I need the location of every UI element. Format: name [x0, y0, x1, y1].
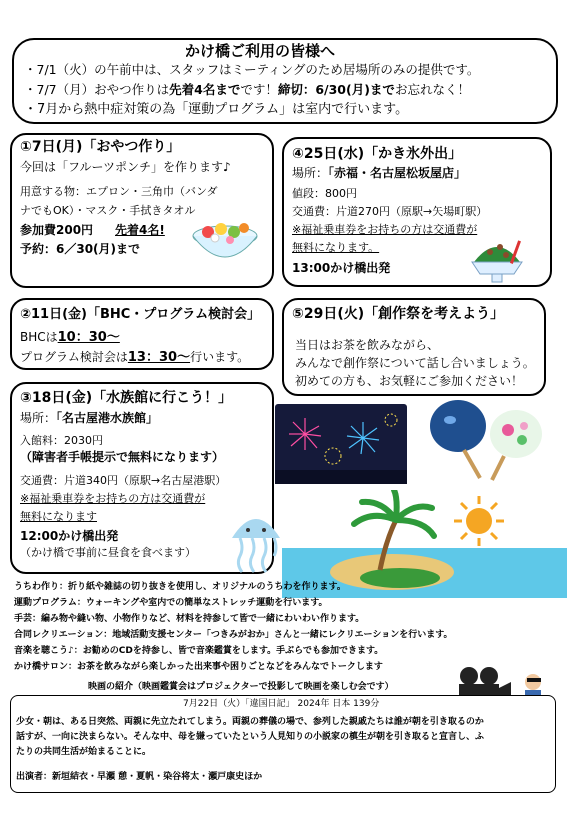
- event-3-place: [20, 412, 158, 424]
- activity-item: 合同レクリエーション：地域活動支援センター「つきみがおか」さんと一緒にレクリエーションを行います。: [14, 630, 453, 640]
- activity-item: うちわ作り：折り紙や雑誌の切り抜きを使用し、オリジナルのうちわを作ります。: [14, 582, 346, 592]
- event-2-title: ②11日(金)「BHC・プログラム検討会」: [20, 307, 261, 322]
- uchiwa-fan-icon: [420, 398, 550, 483]
- notice-line-2-c: です！: [240, 82, 278, 97]
- event-4-depart: 13:00かけ橋出発: [292, 261, 391, 275]
- event-2-bhc-label: BHCは: [20, 330, 58, 344]
- event-3-place-name: 「名古屋港水族館」: [56, 411, 159, 425]
- event-2-line-1: [20, 331, 120, 344]
- event-1-title: ①7日(月)「おやつ作り」: [20, 139, 181, 155]
- event-3-note-1: ※福祉乗車券をお持ちの方は交通費が: [20, 492, 206, 505]
- movie-heading: 映画の紹介（映画鑑賞会はプロジェクターで投影して映画を楽しむ会です）: [88, 682, 394, 692]
- notice-line-2-e: お忘れなく！: [394, 82, 470, 97]
- event-3-depart: 12:00かけ橋出発: [20, 529, 119, 543]
- event-1-line-1: 今回は「フルーツポンチ」を作ります♪: [20, 160, 231, 174]
- event-4-note-2: 無料になります。: [292, 241, 380, 254]
- event-3-fare: 交通費：片道340円（原駅→名古屋港駅）: [20, 474, 227, 487]
- event-3-place-label: 場所：: [20, 411, 57, 425]
- event-3-fee: 入館料：2030円: [20, 434, 103, 447]
- event-3-title: ③18日(金)「水族館に行こう！」: [20, 390, 233, 406]
- event-2-meeting-suffix: 行います。: [190, 350, 250, 364]
- event-4-note-1: ※福祉乗車券をお持ちの方は交通費が: [292, 223, 478, 236]
- jellyfish-icon: [228, 508, 284, 574]
- event-1-fee: 参加費200円: [20, 223, 94, 237]
- event-3-lunch: （かけ橋で事前に昼食を食べます）: [20, 546, 196, 559]
- event-3-fee-note: （障害者手帳提示で無料になります）: [20, 450, 225, 464]
- event-2-line-2: [20, 351, 249, 364]
- activity-item: 音楽を聴こう♪：お勧めのCDを持参し、皆で音楽鑑賞をします。手ぶらでも参加できます。: [14, 646, 384, 656]
- activity-item: 手芸：編み物や縫い物、小物作りなど、材料を持参して皆で一緒にわいわい作ります。: [14, 614, 365, 624]
- palm-island-icon: [282, 490, 567, 615]
- event-5-line-3: 初めての方も、お気軽にご参加ください！: [295, 374, 524, 388]
- movie-synopsis-line: 少女・朝は、ある日突然、両親に先立たれてしまう。両親の葬儀の場で、参列した親戚たちは誰が朝を引き取るのか: [16, 717, 484, 727]
- event-4-place: [292, 167, 466, 179]
- event-2-meeting-label: プログラム検討会は: [20, 350, 128, 364]
- activity-item: 運動プログラム：ウォーキングや室内での簡単なストレッチ運動を行います。: [14, 598, 328, 608]
- activity-item: かけ橋サロン：お茶を飲みながら楽しかった出来事や困りごとなどをみんなでトークします: [14, 662, 383, 672]
- movie-cast: 出演者：新垣結衣・早瀬 憩・夏帆・染谷将太・瀬戸康史ほか: [16, 772, 263, 782]
- notice-line-2: [24, 84, 470, 97]
- notice-deadline: 締切：6/30(月)まで: [277, 82, 395, 97]
- notice-title: かけ橋ご利用の皆様へ: [185, 42, 336, 60]
- notice-line-2-bold: 先着4名まで: [169, 82, 241, 97]
- movie-synopsis-line: 話すが、一向に決まらない。そんな中、母を嫌っていたという人見知りの小説家の槙生が朝を引き取ると宣言し、ふ: [16, 732, 485, 742]
- event-1-reserve: 予約：6／30(月)まで: [20, 242, 141, 256]
- notice-line-3: ・7月から熱中症対策の為「運動プログラム」は室内で行います。: [24, 102, 409, 117]
- sun-icon: [452, 494, 506, 548]
- event-5-title: ⑤29日(火)「創作祭を考えよう」: [292, 306, 505, 322]
- movie-info: 7月22日（火）「違国日記」 2024年 日本 139分: [183, 699, 380, 709]
- notice-line-2-a: ・7/7（月）おやつ作りは: [24, 82, 170, 97]
- movie-synopsis-line: たりの共同生活が始まることに。: [16, 747, 152, 757]
- event-4-price: 値段：800円: [292, 187, 357, 200]
- fruit-punch-icon: [190, 210, 260, 270]
- event-1-limit: 先着4名!: [115, 223, 165, 237]
- event-3-note-2: 無料になります: [20, 510, 97, 523]
- event-4-title: ④25日(水)「かき氷外出」: [292, 146, 463, 162]
- event-5-line-1: 当日はお茶を飲みながら、: [295, 338, 440, 352]
- event-1-line-3: ナでもOK）・マスク・手拭きタオル: [20, 204, 196, 217]
- event-2-meeting-time: 13：30～: [127, 350, 191, 365]
- fireworks-icon: [275, 404, 407, 484]
- shaved-ice-icon: [466, 232, 528, 288]
- event-1-line-2: 用意する物：エプロン・三角巾（バンダ: [20, 185, 218, 198]
- event-4-fare: 交通費：片道270円（原駅→矢場町駅）: [292, 205, 488, 218]
- notice-line-1: ・7/1（火）の午前中は、スタッフはミーティングのため居場所のみの提供です。: [24, 62, 480, 77]
- event-4-place-label: 場所：: [292, 166, 329, 180]
- event-4-place-name: 「赤福・名古屋松坂屋店」: [328, 166, 467, 180]
- event-5-line-2: みんなで創作祭について話し合いましょう。: [295, 356, 535, 370]
- event-2-bhc-time: 10：30～: [57, 330, 120, 345]
